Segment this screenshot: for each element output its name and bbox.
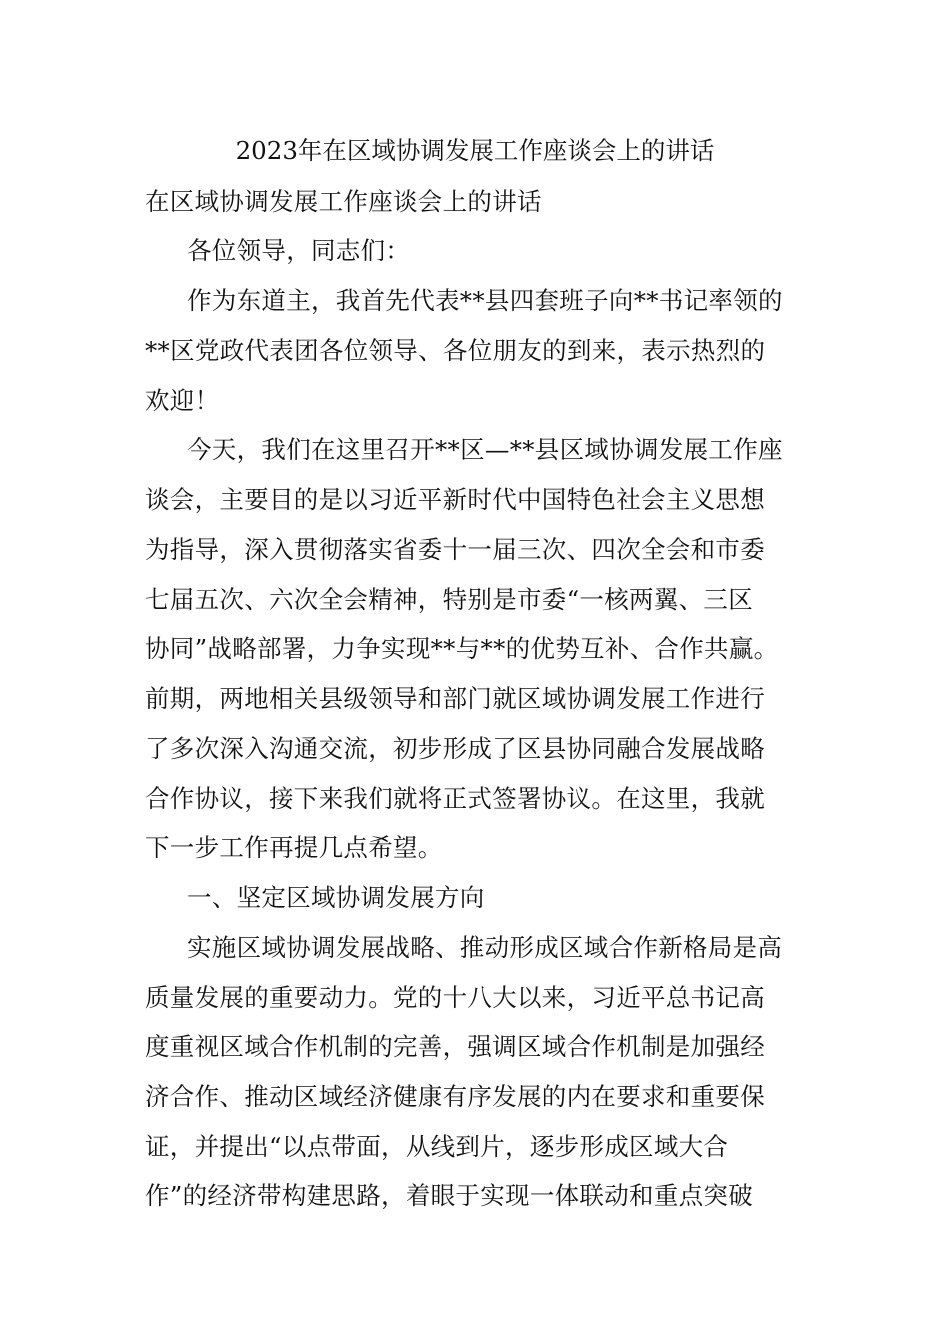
paragraph-line: 实施区域协调发展战略、推动形成区域合作新格局是高 [187,933,783,962]
paragraph-line: 谈会，主要目的是以习近平新时代中国特色社会主义思想 [145,485,765,514]
paragraph-line: 协同”战略部署，力争实现**与**的优势互补、合作共赢。 [145,634,779,663]
paragraph-line: 度重视区域合作机制的完善，强调区域合作机制是加强经 [145,1032,765,1061]
salutation-line: 各位领导，同志们： [187,236,411,265]
paragraph-line: 作”的经济带构建思路，着眼于实现一体联动和重点突破 [145,1181,754,1210]
paragraph-line: 证，并提出“以点带面，从线到片，逐步形成区域大合 [145,1132,729,1161]
paragraph-line: 济合作、推动区域经济健康有序发展的内在要求和重要保 [145,1082,765,1111]
subtitle-line: 在区域协调发展工作座谈会上的讲话 [145,187,542,216]
document-title: 2023年在区域协调发展工作座谈会上的讲话 [235,136,715,165]
paragraph-line: 欢迎！ [145,386,220,415]
paragraph-line: 合作协议，接下来我们就将正式签署协议。在这里，我就 [145,784,765,813]
paragraph-line: 为指导，深入贯彻落实省委十一届三次、四次全会和市委 [145,535,765,564]
paragraph-line: 前期，两地相关县级领导和部门就区域协调发展工作进行 [145,684,765,713]
section-heading: 一、坚定区域协调发展方向 [187,883,485,912]
paragraph-line: 七届五次、六次全会精神，特别是市委“一核两翼、三区 [145,585,754,614]
paragraph-line: 作为东道主，我首先代表**县四套班子向**书记率领的 [187,286,783,315]
paragraph-line: **区党政代表团各位领导、各位朋友的到来，表示热烈的 [145,336,766,365]
paragraph-line: 了多次深入沟通交流，初步形成了区县协同融合发展战略 [145,734,765,763]
paragraph-line: 今天，我们在这里召开**区—**县区域协调发展工作座 [187,435,783,464]
paragraph-line: 下一步工作再提几点希望。 [145,833,443,862]
paragraph-line: 质量发展的重要动力。党的十八大以来，习近平总书记高 [145,983,765,1012]
